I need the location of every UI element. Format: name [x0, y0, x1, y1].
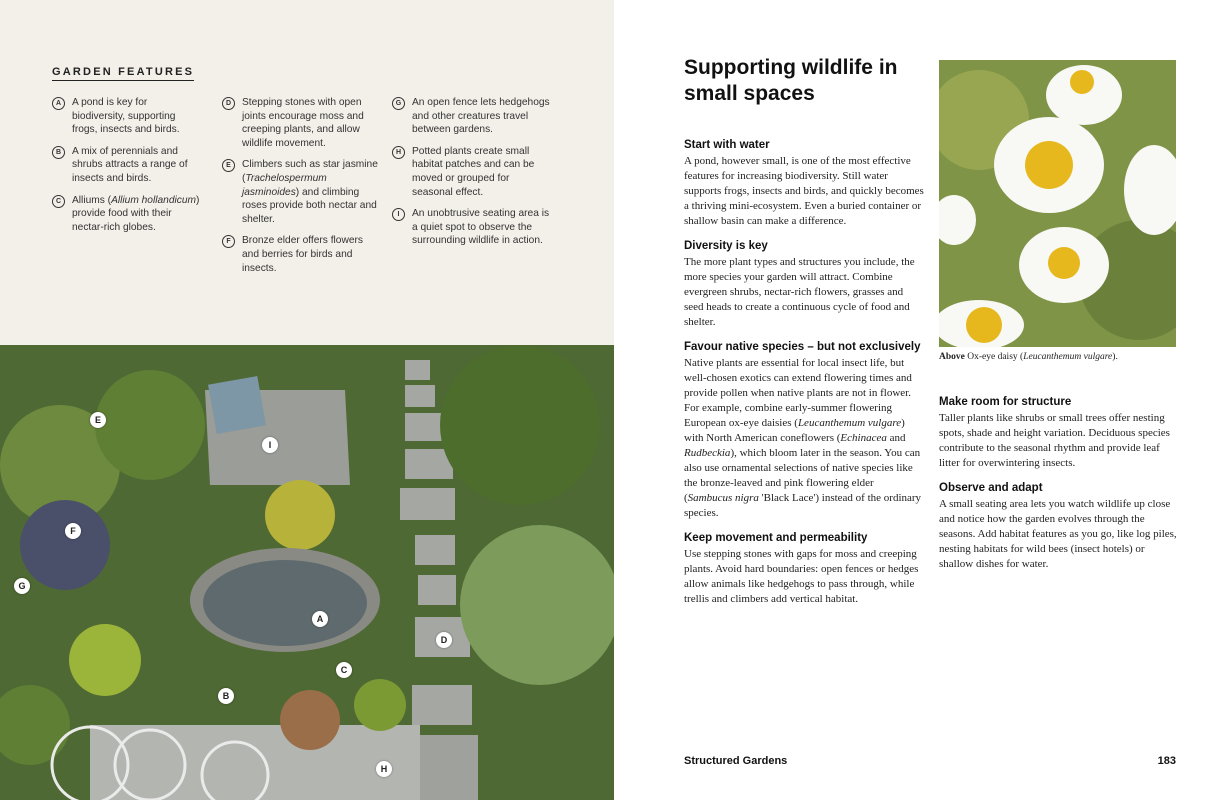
section-body: [939, 497, 1179, 572]
italic-text: Sambucus nigra: [687, 492, 759, 504]
feature-item-i: [392, 207, 552, 248]
right-page: [614, 0, 1228, 800]
italic-text: Leucanthemum vulgare: [1023, 352, 1113, 362]
text-span: ) and climbing roses provide both nectar and shelter.: [242, 186, 377, 225]
text-span: Alliums (: [72, 194, 112, 206]
section-heading: Make room for structure: [939, 396, 1072, 408]
feature-item-f: [222, 234, 382, 275]
text-span: ).: [1112, 352, 1118, 362]
section-body: [939, 411, 1179, 471]
feature-description: [72, 146, 188, 184]
daisy-photo: [939, 60, 1176, 347]
feature-description: [242, 235, 363, 273]
feature-description: [242, 97, 364, 149]
section-heading: Diversity is key: [684, 240, 768, 252]
feature-description: [412, 208, 549, 246]
feature-letter-badge: I: [392, 208, 405, 221]
text-span: Native plants are essential for local insect life, but well-chosen exotics can extend flowering times and provide pollen when native plants are not in flower. For example, combine early-summer flowering European ox-eye daisies (: [684, 357, 912, 429]
text-span: Ox-eye daisy (: [964, 352, 1024, 362]
feature-description: [72, 97, 180, 135]
daisy-illustration: [939, 60, 1176, 347]
text-span: A small seating area lets you watch wildlife up close and notice how the garden evolves through the seasons. Add habitat features as you go, like log piles, nesting habitats for wild bees (insect hotels) or shallow dishes for water.: [939, 498, 1177, 570]
feature-item-a: [52, 96, 202, 137]
photo-caption: [939, 352, 1179, 362]
feature-item-c: [52, 194, 202, 235]
section-heading: Observe and adapt: [939, 482, 1043, 494]
section-body: [684, 356, 924, 521]
italic-text: Trachelospermum jasminoides: [242, 172, 327, 198]
section-heading: Favour native species – but not exclusively: [684, 341, 921, 353]
text-span: ), which bloom later in the season. You can also use ornamental selections of native species like the bronze-leaved and pink flowering elder (: [684, 447, 921, 504]
feature-item-h: [392, 145, 552, 199]
feature-letter-badge: G: [392, 97, 405, 110]
garden-features-title: GARDEN FEATURES: [52, 66, 194, 81]
marker-e: E: [90, 412, 106, 428]
marker-b: B: [218, 688, 234, 704]
text-span: A pond, however small, is one of the most effective features for increasing biodiversity. Still water supports frogs, insects and birds, and quickly becomes a thriving mini-ecosystem. Even a buried container or shallow basin can make a difference.: [684, 155, 924, 227]
text-span: Potted plants create small habitat patches and can be moved or grouped for seasonal effect.: [412, 145, 535, 198]
feature-description: [412, 97, 550, 135]
features-column-3: [392, 96, 552, 256]
article-section: [684, 138, 924, 229]
text-span: Bronze elder offers flowers and berries for birds and insects.: [242, 235, 363, 274]
features-column-1: [52, 96, 202, 242]
feature-letter-badge: D: [222, 97, 235, 110]
text-span: ) provide food with their nectar-rich globes.: [72, 194, 200, 233]
footer-section-title: Structured Gardens: [684, 755, 788, 767]
section-body: [684, 255, 924, 330]
text-span: An open fence lets hedgehogs and other creatures travel between gardens.: [412, 97, 550, 136]
feature-item-g: [392, 96, 552, 137]
feature-description: [412, 146, 534, 198]
article-section: [684, 239, 924, 330]
section-heading: Keep movement and permeability: [684, 532, 868, 544]
text-span: Use stepping stones with gaps for moss and creeping plants. Avoid hard boundaries: open fences or hedges allow animals like hedgehogs to pass through, while trellis and climbers add vertical habitat.: [684, 548, 919, 605]
feature-letter-badge: C: [52, 195, 65, 208]
feature-letter-badge: E: [222, 159, 235, 172]
article-section: [939, 481, 1179, 572]
marker-i: I: [262, 437, 278, 453]
bold-text: Above: [939, 352, 965, 362]
feature-item-e: [222, 158, 382, 226]
feature-description: [72, 195, 199, 233]
text-span: Taller plants like shrubs or small trees offer nesting spots, shade and height variation. Deciduous species contribute to the seasonal rhythm and provide leaf litter for overwintering insects.: [939, 412, 1170, 469]
text-span: An unobtrusive seating area is a quiet spot to observe the surrounding wildlife in action.: [412, 208, 550, 247]
italic-text: Leucanthemum vulgare: [797, 417, 902, 429]
section-body: [684, 547, 924, 607]
page-title: Supporting wildlife in small spaces: [684, 56, 898, 105]
garden-features-panel: [0, 0, 614, 345]
text-span: Climbers such as star jasmine (: [242, 159, 378, 184]
feature-item-b: [52, 145, 202, 186]
garden-aerial-photo: [0, 345, 614, 800]
marker-a: A: [312, 611, 328, 627]
marker-h: H: [376, 761, 392, 777]
article-section: [684, 531, 924, 607]
feature-description: [242, 159, 378, 224]
text-span: ) with North American coneflowers (: [684, 417, 905, 444]
marker-c: C: [336, 662, 352, 678]
text-span: A pond is key for biodiversity, supporting frogs, insects and birds.: [72, 97, 180, 136]
text-span: The more plant types and structures you include, the more species your garden will attract. Combine evergreen shrubs, nectar-rich flowers, grasses and seed heads to create a continuous cycle of food and shelter.: [684, 256, 915, 328]
feature-letter-badge: F: [222, 235, 235, 248]
article-section: [684, 340, 924, 521]
feature-item-d: [222, 96, 382, 150]
feature-letter-badge: B: [52, 146, 65, 159]
page-number: 183: [1157, 755, 1176, 767]
text-column-left: [684, 138, 924, 617]
feature-letter-badge: H: [392, 146, 405, 159]
feature-letter-badge: A: [52, 97, 65, 110]
text-column-right: [939, 395, 1179, 582]
section-body: [684, 154, 924, 229]
text-span: A mix of perennials and shrubs attracts a range of insects and birds.: [72, 145, 188, 184]
features-column-2: [222, 96, 382, 283]
text-span: 'Black Lace') instead of the ordinary species.: [684, 492, 922, 519]
text-span: Stepping stones with open joints encourage moss and creeping plants, and allow wildlife movement.: [242, 97, 364, 149]
italic-text: Allium hollandicum: [111, 194, 196, 206]
italic-text: Echinacea: [840, 432, 887, 444]
marker-g: G: [14, 578, 30, 594]
section-heading: Start with water: [684, 139, 770, 151]
text-span: and: [886, 432, 906, 444]
article-section: [939, 395, 1179, 471]
marker-f: F: [65, 523, 81, 539]
marker-d: D: [436, 632, 452, 648]
italic-text: Rudbeckia: [684, 447, 731, 459]
